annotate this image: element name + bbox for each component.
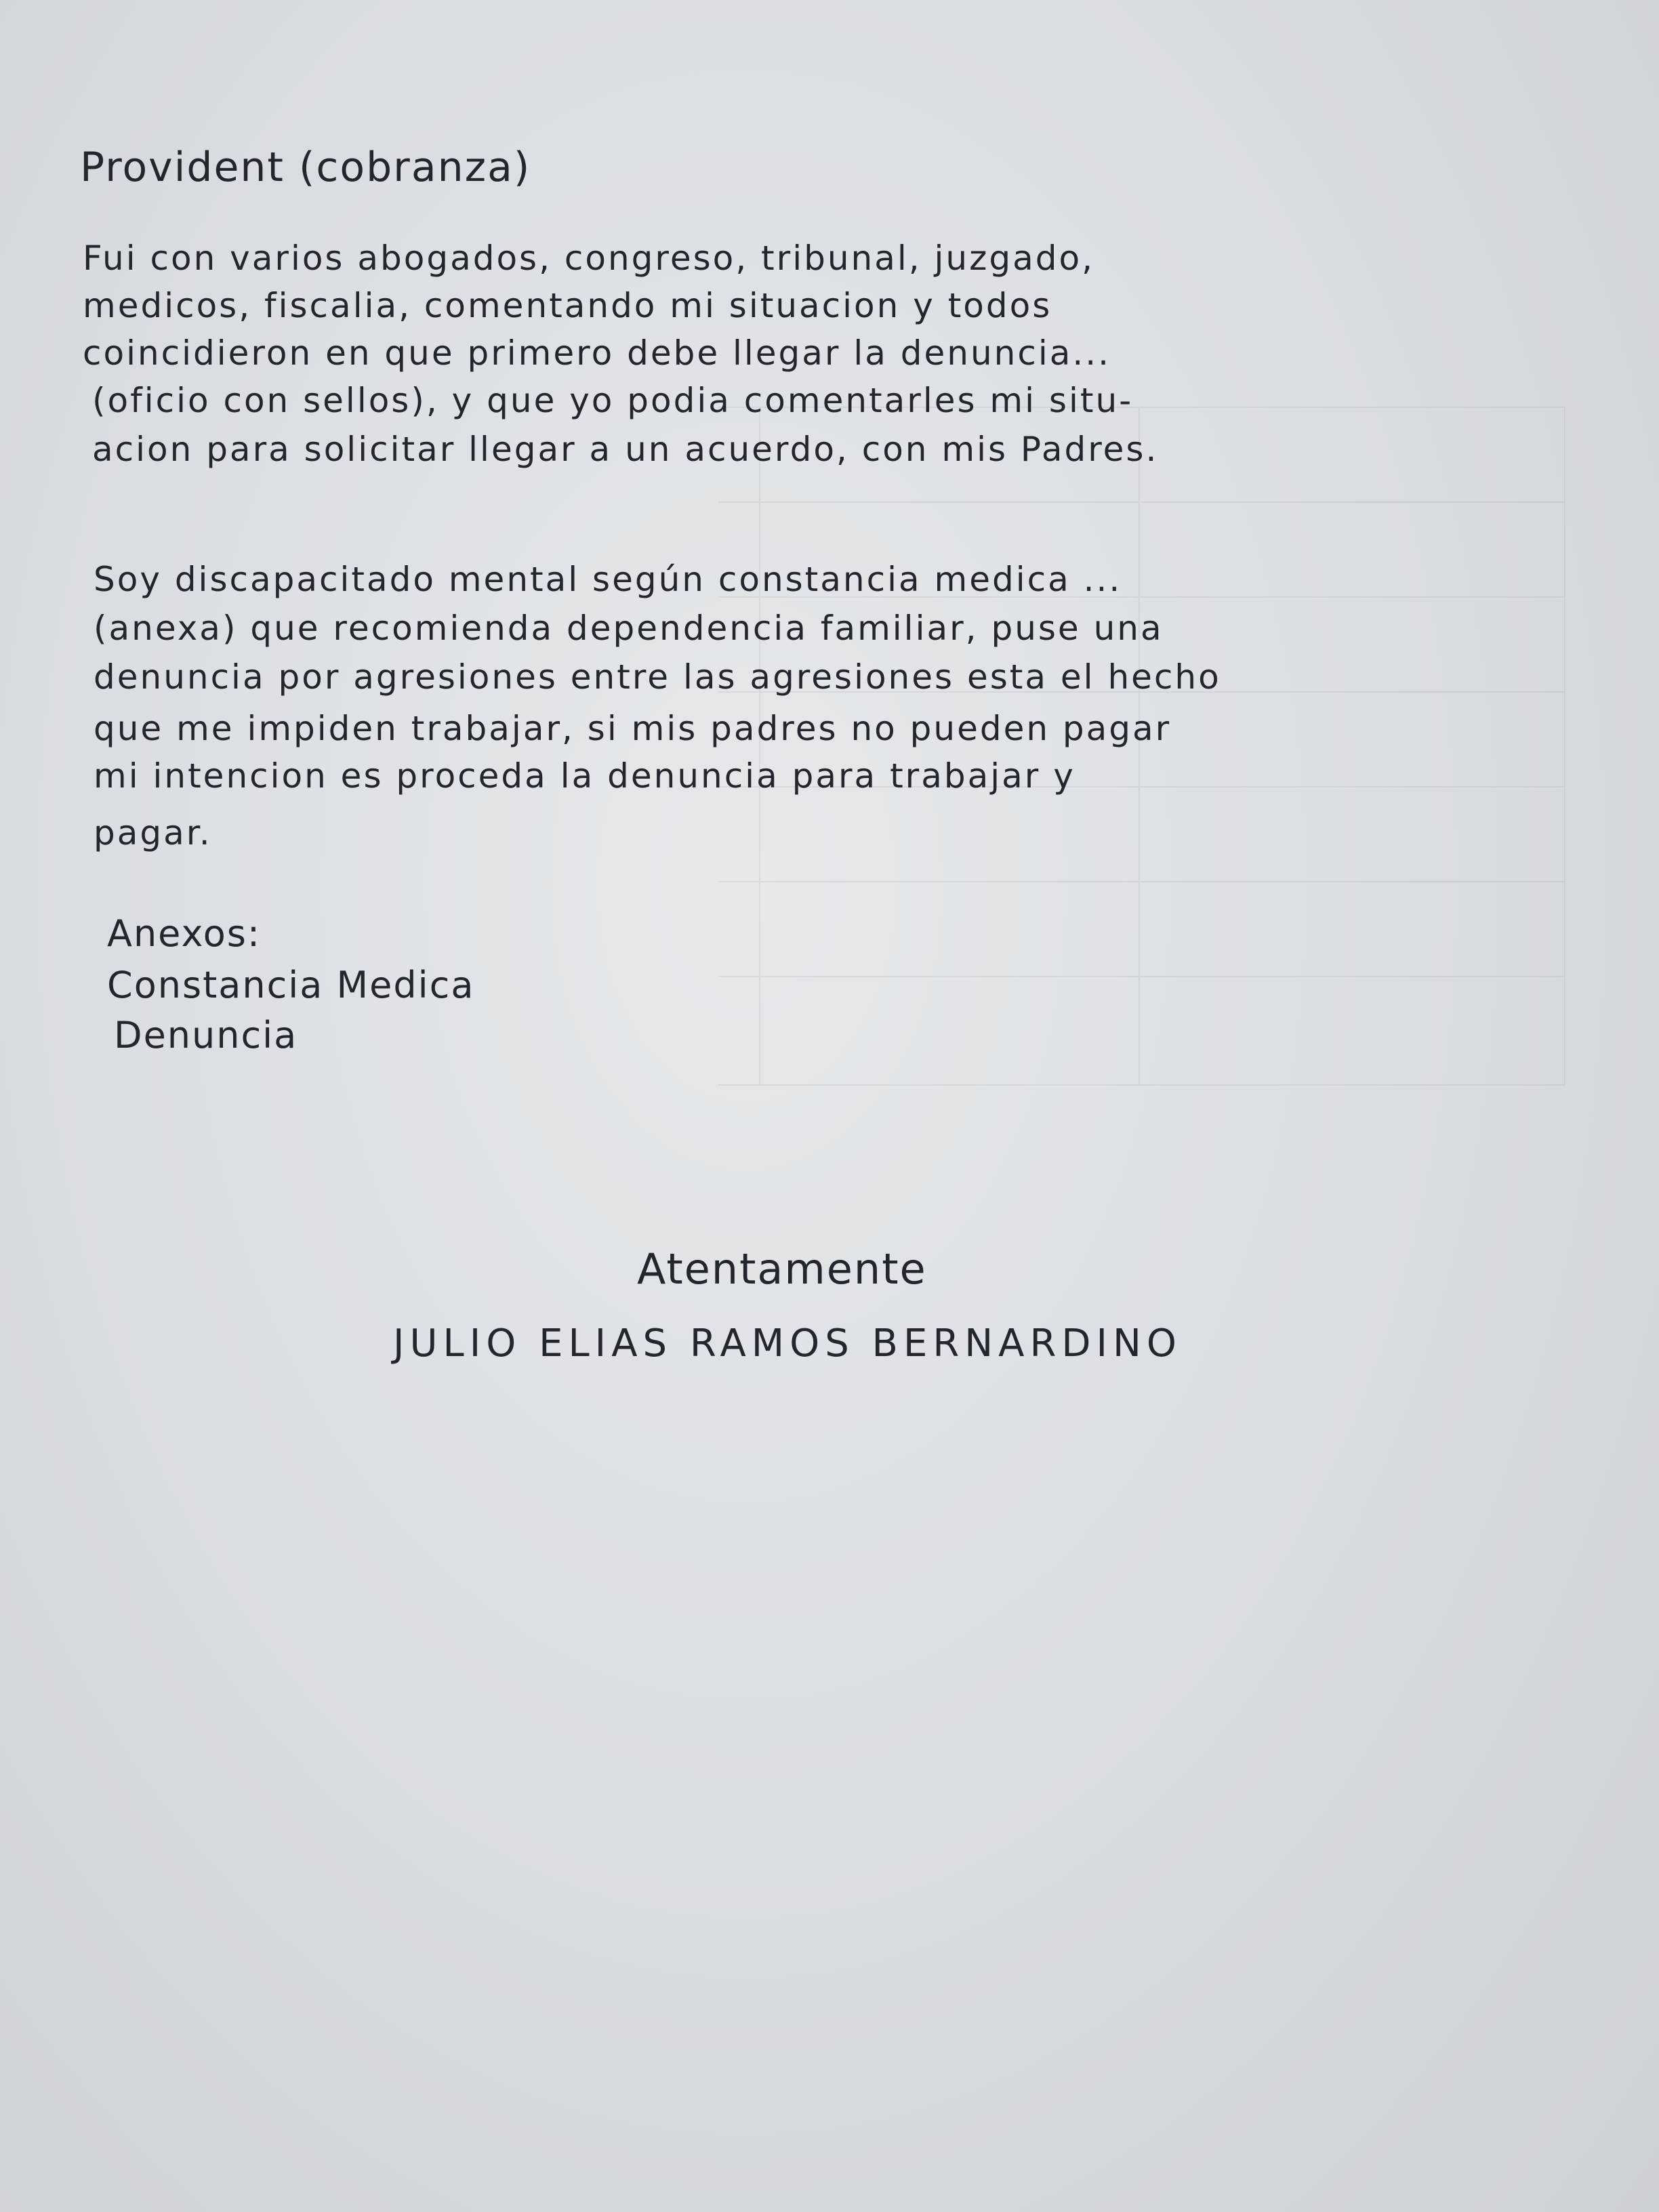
letter-heading: Provident (cobranza) xyxy=(80,144,531,191)
paragraph-1-line-1: Fui con varios abogados, congreso, tribunal, juzgado, xyxy=(83,239,1094,278)
paragraph-2-line-6: pagar. xyxy=(94,813,212,853)
paragraph-2-line-1: Soy discapacitado mental según constancia medica ... xyxy=(94,560,1122,599)
paragraph-1-line-2: medicos, fiscalia, comentando mi situacion y todos xyxy=(83,286,1052,325)
paragraph-2-line-5: mi intencion es proceda la denuncia para trabajar y xyxy=(94,756,1076,796)
paragraph-1-line-5: acion para solicitar llegar a un acuerdo, con mis Padres. xyxy=(92,430,1159,469)
signature-name: JULIO ELIAS RAMOS BERNARDINO xyxy=(393,1322,1182,1366)
closing-salutation: Atentamente xyxy=(637,1244,927,1294)
annex-item: Constancia Medica xyxy=(107,964,475,1006)
paragraph-1-line-3: coincidieron en que primero debe llegar la denuncia... xyxy=(83,333,1111,373)
paragraph-2-line-3: denuncia por agresiones entre las agresiones esta el hecho xyxy=(94,657,1221,697)
annexes-label: Anexos: xyxy=(107,912,262,955)
paragraph-2-line-4: que me impiden trabajar, si mis padres no pueden pagar xyxy=(94,709,1172,748)
paragraph-1-line-4: (oficio con sellos), y que yo podia comentarles mi situ- xyxy=(92,381,1134,420)
annex-item: Denuncia xyxy=(114,1014,298,1057)
paragraph-2-line-2: (anexa) que recomienda dependencia familiar, puse una xyxy=(94,609,1164,648)
